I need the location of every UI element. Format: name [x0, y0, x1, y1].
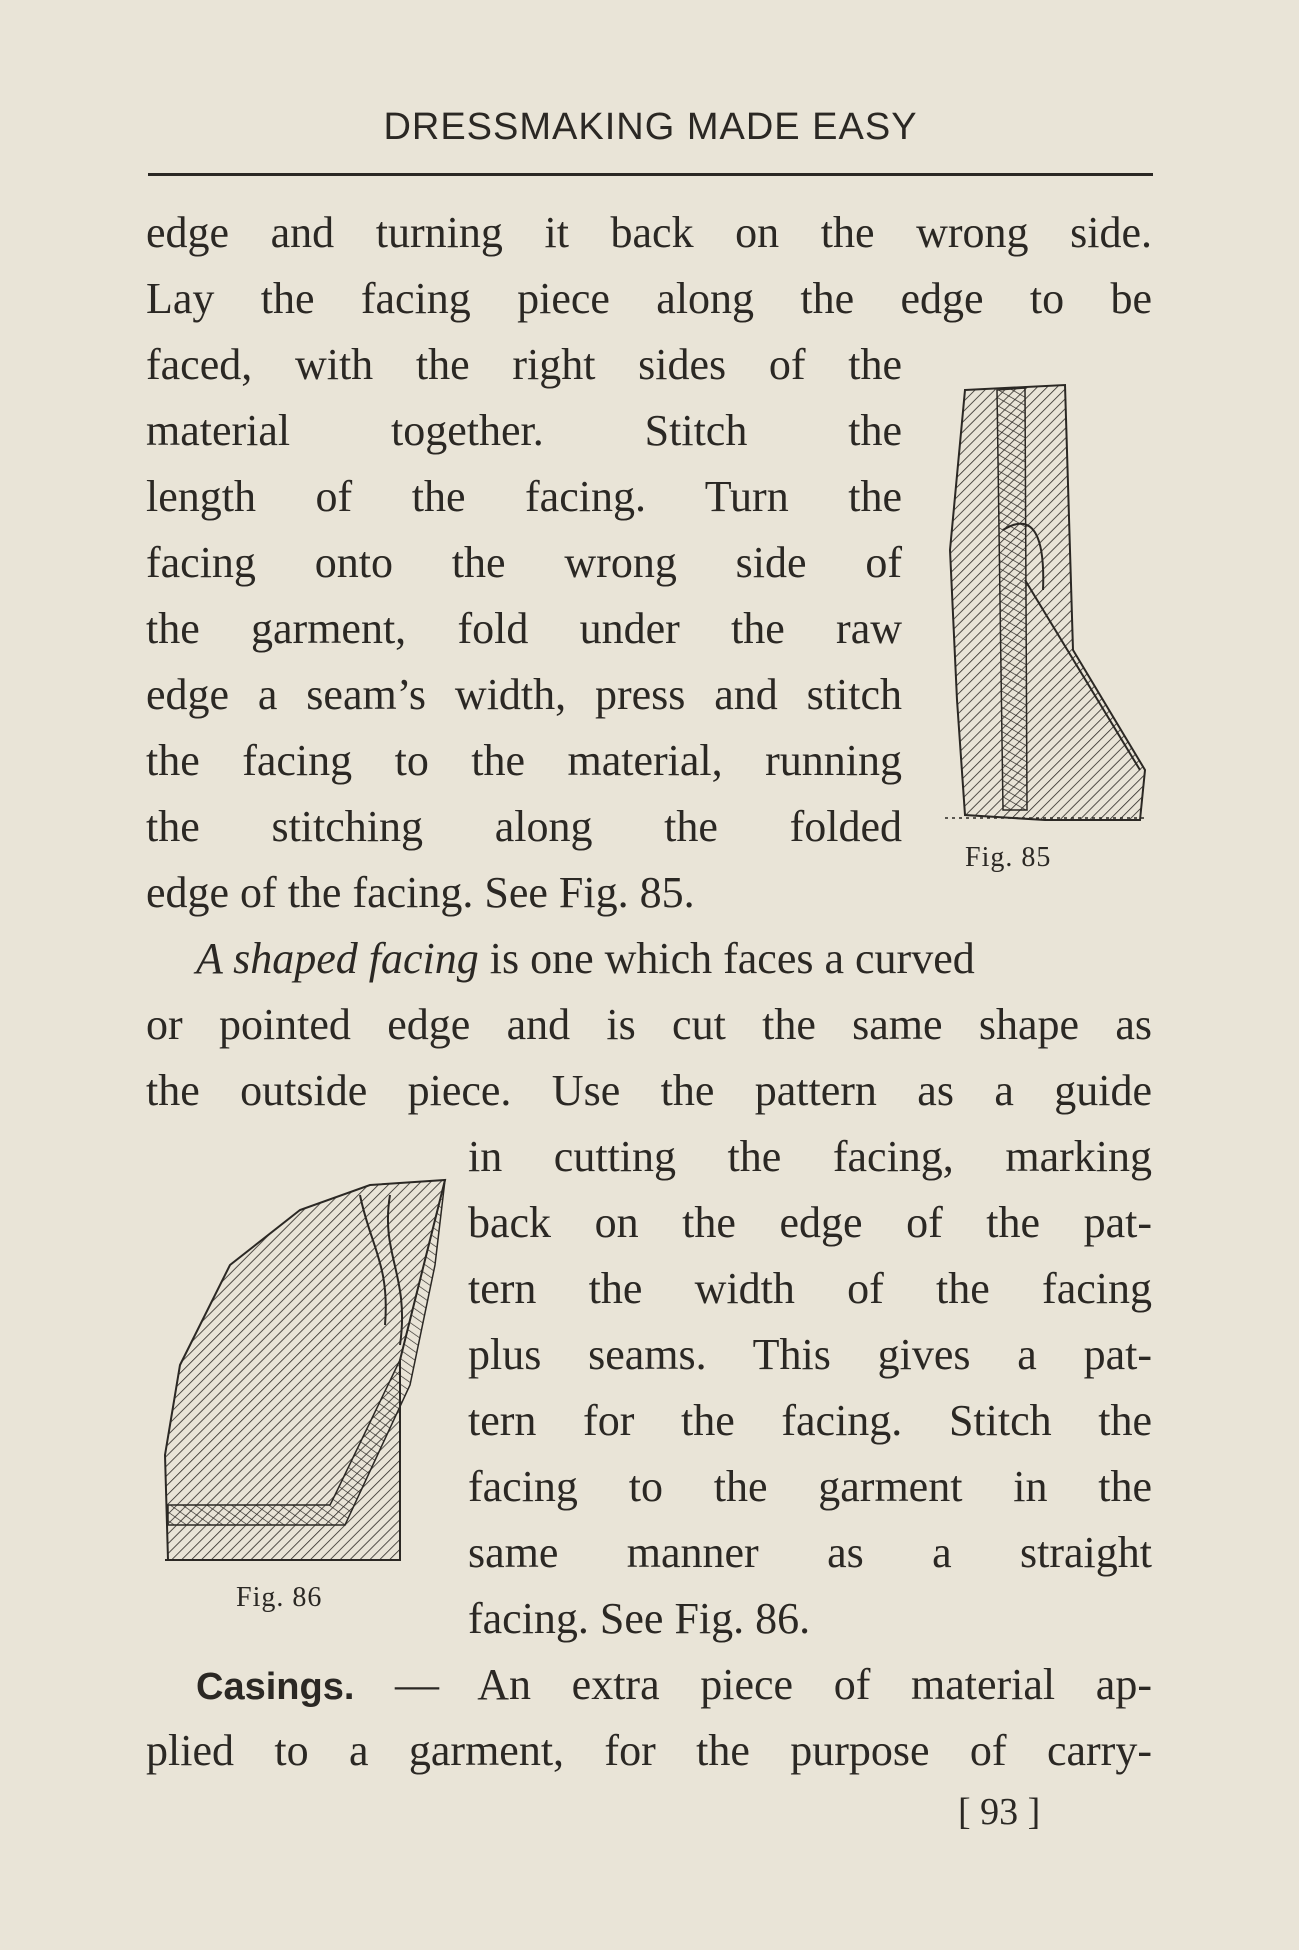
- text-line: material together. Stitch the: [146, 406, 902, 455]
- text-line: [196, 1652, 1152, 1718]
- text-line: the garment, fold under the raw: [146, 604, 902, 653]
- text-line: back on the edge of the pat-: [468, 1198, 1152, 1247]
- text-run: is one which faces a curved: [478, 934, 975, 983]
- shaped-facing-term: A shaped facing: [196, 934, 479, 983]
- text-run: — An extra piece of material ap-: [354, 1660, 1152, 1709]
- text-line: the stitching along the folded: [146, 802, 902, 851]
- page-number: [ 93 ]: [958, 1791, 1041, 1833]
- casings-heading: Casings.: [196, 1666, 355, 1708]
- running-header: DRESSMAKING MADE EASY: [383, 106, 918, 148]
- text-line: edge and turning it back on the wrong side.: [146, 208, 1152, 257]
- figure-86-illustration: [160, 1165, 450, 1575]
- text-line: in cutting the facing, marking: [468, 1132, 1152, 1181]
- text-line: faced, with the right sides of the: [146, 340, 902, 389]
- text-line: edge a seam’s width, press and stitch: [146, 670, 902, 719]
- header-rule: [148, 173, 1153, 176]
- text-line: Lay the facing piece along the edge to be: [146, 274, 1152, 323]
- text-line: plied to a garment, for the purpose of carry-: [146, 1726, 1152, 1775]
- text-line: length of the facing. Turn the: [146, 472, 902, 521]
- figure-85-illustration: [935, 370, 1155, 830]
- text-line: edge of the facing. See Fig. 85.: [146, 868, 695, 917]
- text-line: [196, 926, 1152, 992]
- text-line: facing. See Fig. 86.: [468, 1594, 811, 1643]
- text-line: tern the width of the facing: [468, 1264, 1152, 1313]
- text-line: tern for the facing. Stitch the: [468, 1396, 1152, 1445]
- text-line: facing onto the wrong side of: [146, 538, 902, 587]
- figure-86-caption: Fig. 86: [236, 1582, 323, 1613]
- text-line: the outside piece. Use the pattern as a guide: [146, 1066, 1152, 1115]
- text-line: plus seams. This gives a pat-: [468, 1330, 1152, 1379]
- text-line: same manner as a straight: [468, 1528, 1152, 1577]
- text-line: or pointed edge and is cut the same shape as: [146, 1000, 1152, 1049]
- figure-85-caption: Fig. 85: [965, 842, 1052, 873]
- text-line: facing to the garment in the: [468, 1462, 1152, 1511]
- text-line: the facing to the material, running: [146, 736, 902, 785]
